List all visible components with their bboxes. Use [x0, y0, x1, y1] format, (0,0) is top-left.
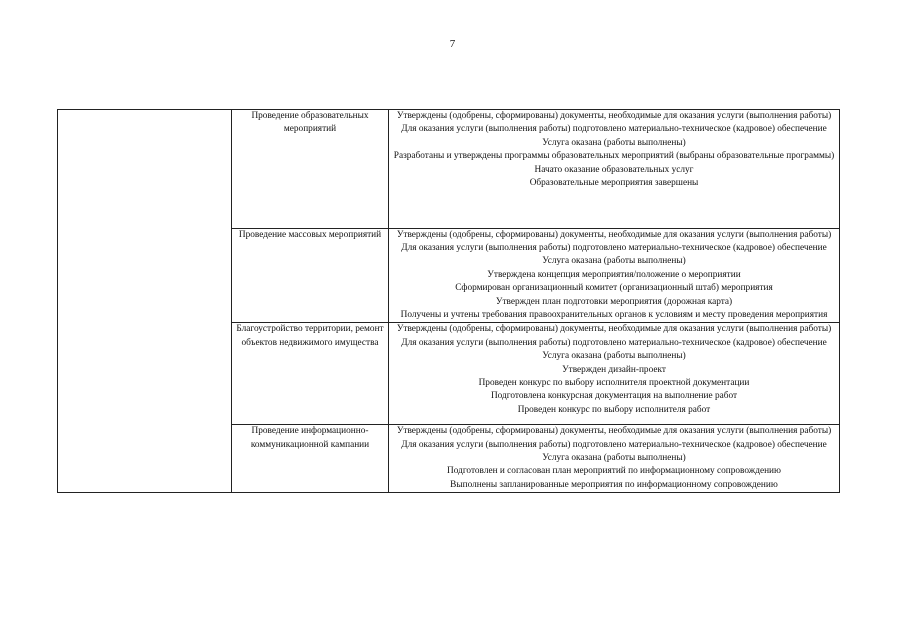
result-item: Утвержден план подготовки мероприятия (дорожная карта): [495, 296, 733, 307]
result-item: Услуга оказана (работы выполнены): [542, 453, 686, 463]
empty-cell: [58, 228, 232, 323]
page-number: 7: [449, 38, 456, 50]
result-item: Услуга оказана (работы выполнены): [542, 256, 686, 267]
results-table: [57, 109, 840, 493]
result-item: Для оказания услуги (выполнения работы) подготовлено материально-техническое (кадровое) обеспечение: [401, 124, 827, 135]
empty-cell: [58, 425, 232, 493]
empty-cell: [58, 323, 232, 425]
result-item: Подготовлен и согласован план мероприятий по информационному сопровождению: [447, 466, 781, 477]
result-item: Утверждены (одобрены, сформированы) документы, необходимые для оказания услуги (выполнения работы): [396, 324, 832, 335]
result-item: Для оказания услуги (выполнения работы) подготовлено материально-техническое (кадровое) обеспечение: [401, 242, 827, 253]
results-cell: [389, 228, 840, 323]
result-item: Подготовлена конкурсная документация на выполнение работ: [490, 391, 738, 402]
result-item: Утверждены (одобрены, сформированы) документы, необходимые для оказания услуги (выполнения работы): [396, 229, 832, 240]
activity-cell: Благоустройство территории, ремонт объектов недвижимого имущества: [232, 323, 389, 425]
result-item: Получены и учтены требования правоохранительных органов к условиям и месту проведения мероприятия: [400, 309, 828, 320]
result-item: Для оказания услуги (выполнения работы) подготовлено материально-техническое (кадровое) обеспечение: [401, 337, 827, 348]
table-row: [58, 323, 840, 425]
activity-cell: Проведение образовательных мероприятий: [232, 110, 389, 229]
activity-cell: Проведение массовых мероприятий: [232, 228, 389, 323]
activity-cell: Проведение информационно-коммуникационной кампании: [232, 425, 389, 493]
table-row: [58, 228, 840, 323]
result-item: Услуга оказана (работы выполнены): [542, 137, 686, 148]
results-cell: [389, 425, 840, 493]
empty-cell: [58, 110, 232, 229]
result-item: Выполнены запланированные мероприятия по информационному сопровождению: [450, 479, 778, 490]
result-item: Утвержден дизайн-проект: [562, 364, 666, 375]
result-item: Утверждены (одобрены, сформированы) документы, необходимые для оказания услуги (выполнения работы): [396, 111, 832, 121]
result-item: Услуга оказана (работы выполнены): [542, 351, 686, 362]
result-item: Проведен конкурс по выбору исполнителя работ: [517, 404, 711, 415]
result-item: Разработаны и утверждены программы образовательных мероприятий (выбраны образовательные программы): [393, 151, 835, 162]
table-row: [58, 425, 840, 493]
result-item: Проведен конкурс по выбору исполнителя проектной документации: [478, 377, 750, 388]
result-item: Утверждены (одобрены, сформированы) документы, необходимые для оказания услуги (выполнения работы): [396, 426, 832, 437]
result-item: Сформирован организационный комитет (организационный штаб) мероприятия: [455, 283, 773, 294]
result-item: Утверждена концепция мероприятия/положение о мероприятии: [487, 269, 741, 280]
result-item: Начато оказание образовательных услуг: [534, 164, 694, 175]
result-item: Для оказания услуги (выполнения работы) подготовлено материально-техническое (кадровое) обеспечение: [401, 439, 827, 450]
table-row: [58, 110, 840, 229]
results-cell: [389, 110, 840, 229]
result-item: Образовательные мероприятия завершены: [529, 178, 699, 189]
results-cell: [389, 323, 840, 425]
